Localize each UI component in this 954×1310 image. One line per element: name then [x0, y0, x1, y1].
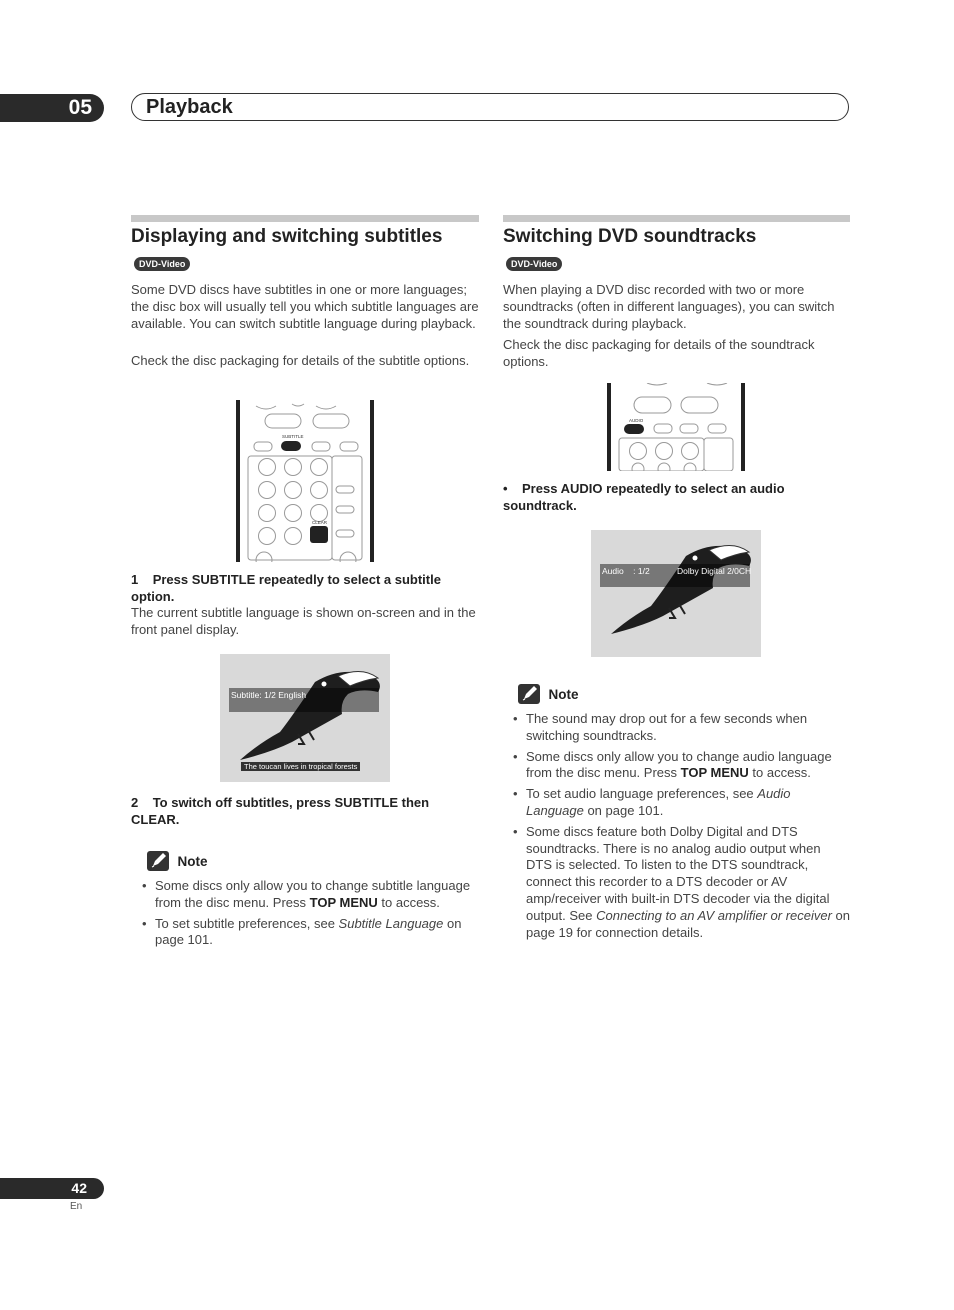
tv-screen-audio: [591, 530, 761, 657]
soundtracks-intro: When playing a DVD disc recorded with two or more soundtracks (often in different languages), you can switch the soundtrack during playback.: [503, 282, 835, 331]
dvd-video-badge: DVD-Video: [506, 257, 562, 271]
subtitle-caption: The toucan lives in tropical forests: [241, 762, 360, 771]
osd-subtitle-text: Subtitle: 1/2 English: [231, 690, 307, 700]
note-block-left: [147, 851, 207, 871]
osd-audio-text: Audio : 1/2: [602, 566, 650, 576]
step-2-title: To switch off subtitles, press SUBTITLE then CLEAR.: [131, 795, 430, 827]
pencil-icon: [147, 851, 169, 871]
note-item: • To set audio language preferences, see Audio Language on page 101.: [513, 786, 850, 820]
chapter-title-frame: [131, 93, 849, 121]
audio-button-shape: [624, 424, 644, 434]
remote-clear-label: CLEAR: [312, 520, 328, 525]
section-title-subtitles: Displaying and switching subtitles: [131, 226, 443, 247]
note-heading: Note: [548, 686, 579, 702]
step-2-number: 2: [131, 795, 139, 810]
note-item: • Some discs only allow you to change subtitle language from the disc menu. Press TOP MENU to access.: [142, 878, 479, 912]
page-number: 42: [0, 1178, 104, 1199]
toucan-image: [591, 530, 761, 657]
soundtracks-intro-2: Check the disc packaging for details of the soundtrack options.: [503, 337, 815, 369]
note-list-right: [513, 711, 850, 945]
chapter-title: Playback: [146, 96, 233, 118]
chapter-number-tab: 05: [0, 94, 104, 122]
step-audio-title: Press AUDIO repeatedly to select an audio soundtrack.: [503, 481, 785, 513]
note-item: • Some discs only allow you to change audio language from the disc menu. Press TOP MENU to access.: [513, 749, 850, 783]
note-block-right: [518, 684, 578, 704]
subtitles-intro: Some DVD discs have subtitles in one or more languages; the disc box will usually tell you which subtitle languages are available. You can switch subtitle language during playback.: [131, 282, 479, 331]
pencil-icon: [518, 684, 540, 704]
step-1: [131, 572, 479, 606]
section-divider-bar: [503, 215, 850, 222]
tv-screen-subtitle: [220, 654, 390, 782]
remote-audio-label: AUDIO: [629, 418, 644, 423]
note-item: • The sound may drop out for a few seconds when switching soundtracks.: [513, 711, 850, 745]
step-1-body: The current subtitle language is shown on-screen and in the front panel display.: [131, 605, 476, 637]
step-audio: [503, 481, 850, 515]
step-1-number: 1: [131, 572, 139, 587]
section-title-soundtracks: Switching DVD soundtracks: [503, 226, 757, 247]
note-list-left: [142, 878, 479, 953]
remote-illustration-audio: [607, 383, 747, 471]
subtitle-button-shape: [281, 441, 301, 451]
step-2: [131, 795, 479, 829]
note-item: • Some discs feature both Dolby Digital and DTS soundtracks. There is no analog audio output when DTS is selected. To listen to the DTS soundtrack, connect this recorder to a DTS decoder or AV amp/receiver with built-in DTS decoder via the digital output. See Connecting to an AV amplifier or receiver on page 19 for connection details.: [513, 824, 850, 942]
step-1-title: Press SUBTITLE repeatedly to select a subtitle option.: [131, 572, 441, 604]
remote-illustration-subtitle: [236, 400, 376, 562]
osd-audio-format: Dolby Digital 2/0CH: [677, 566, 752, 576]
note-item: • To set subtitle preferences, see Subtitle Language on page 101.: [142, 916, 479, 950]
subtitles-intro-2: Check the disc packaging for details of the subtitle options.: [131, 353, 470, 368]
step-bullet: •: [503, 481, 508, 496]
section-divider-bar: [131, 215, 479, 222]
remote-subtitle-label: SUBTITLE: [282, 434, 304, 439]
language-code: En: [70, 1201, 83, 1212]
clear-button-shape: [310, 526, 328, 543]
dvd-video-badge: DVD-Video: [134, 257, 190, 271]
note-heading: Note: [177, 853, 208, 869]
